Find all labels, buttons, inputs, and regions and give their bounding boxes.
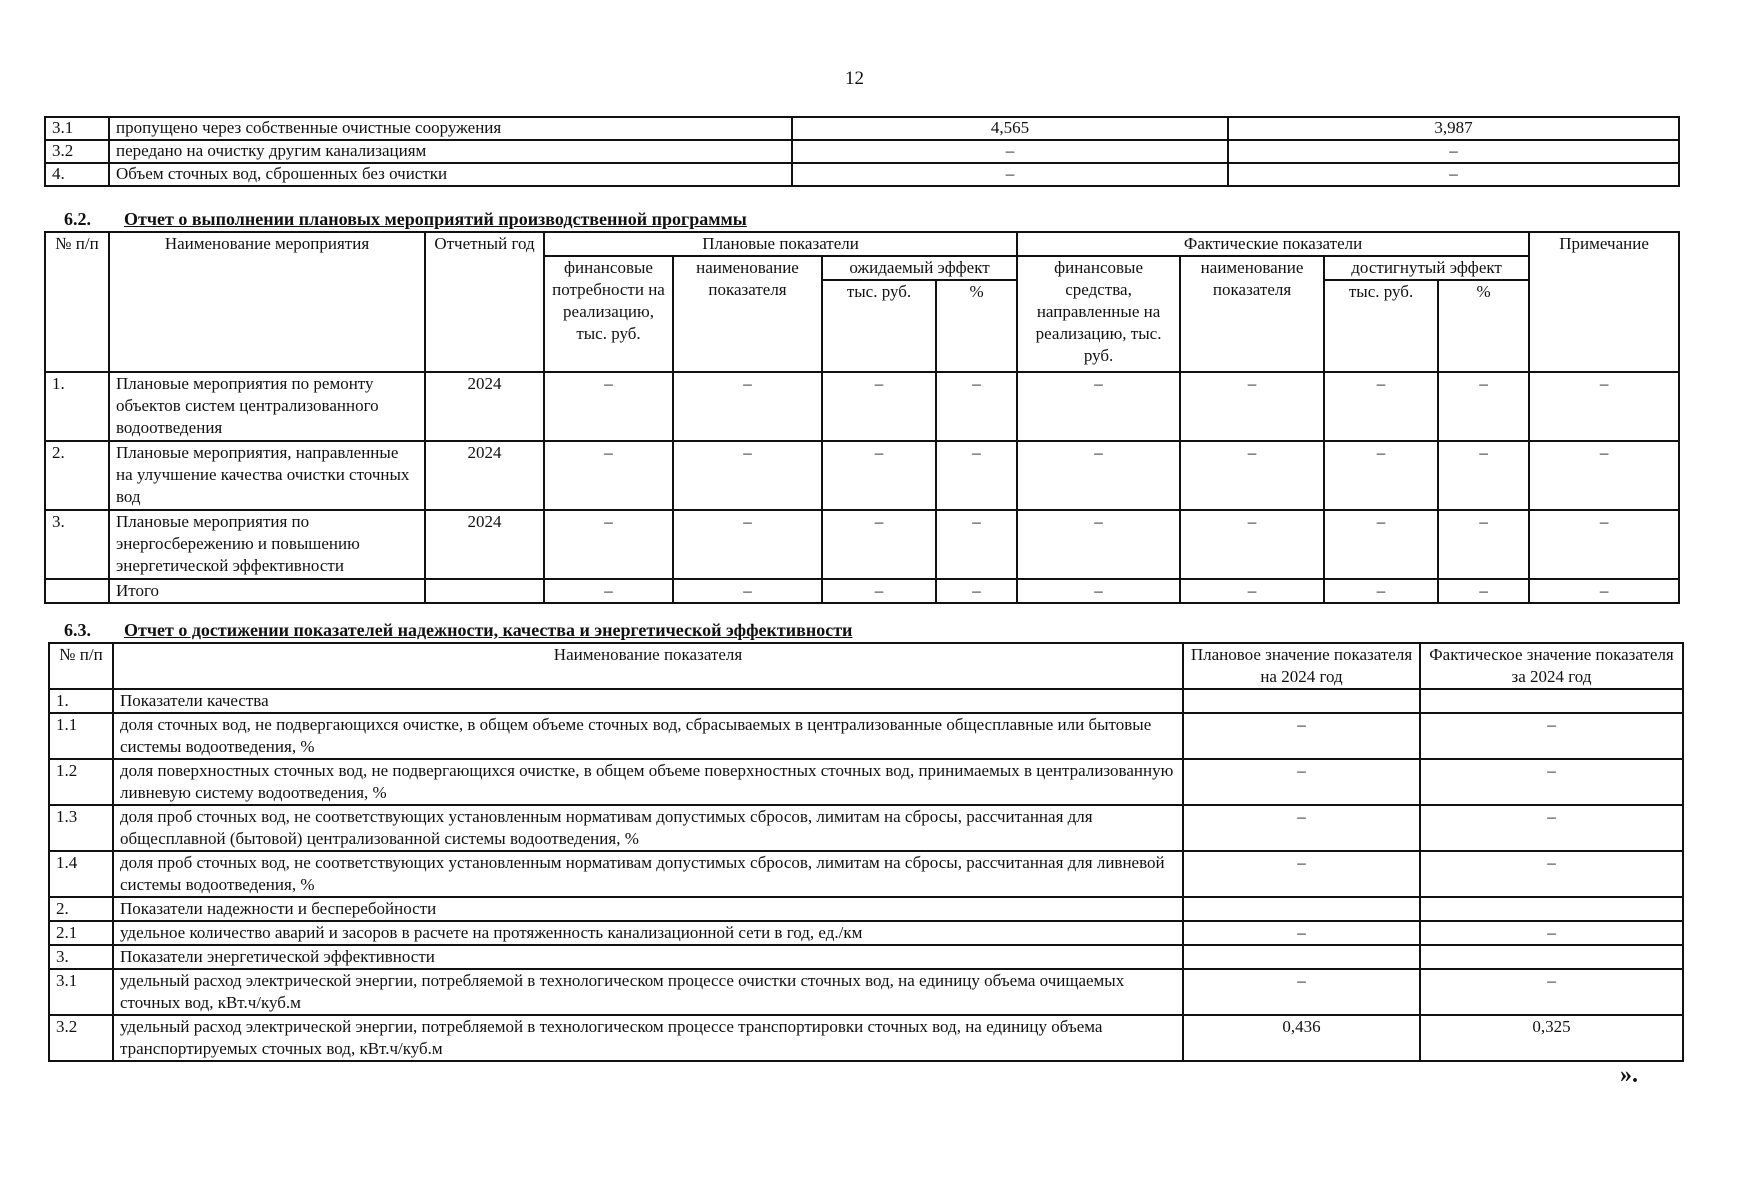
cell-value: – [1180, 510, 1324, 579]
cell-value: – [1324, 510, 1438, 579]
cell-value: – [1324, 441, 1438, 510]
table-row [45, 510, 1679, 579]
row-fact: – [1420, 805, 1683, 851]
top-table [44, 116, 1680, 187]
cell-value: – [1438, 510, 1529, 579]
header-act-indicator: наименование показателя [1180, 256, 1324, 372]
section-heading: Отчет о выполнении плановых мероприятий производственной программы [124, 209, 747, 229]
row-num: 3. [49, 945, 113, 969]
row-name: передано на очистку другим канализациям [109, 140, 792, 163]
row-plan [1183, 689, 1420, 713]
header-actual: Фактические показатели [1017, 232, 1529, 256]
cell-value: – [544, 441, 673, 510]
row-name: пропущено через собственные очистные сооружения [109, 117, 792, 140]
row-name: доля поверхностных сточных вод, не подвергающихся очистке, в общем объеме поверхностных сточных вод, принимаемых в централизованную ливневую систему водоотведения, % [113, 759, 1183, 805]
row-num: 1.1 [49, 713, 113, 759]
row-plan: – [1183, 969, 1420, 1015]
total-value: – [1180, 579, 1324, 603]
table-row [49, 805, 1683, 851]
cell-value: – [1180, 441, 1324, 510]
cell-value: – [673, 372, 822, 441]
row-value-2: – [1228, 140, 1679, 163]
header-name: Наименование мероприятия [109, 232, 425, 372]
cell-value: – [936, 441, 1017, 510]
total-value: – [1529, 579, 1679, 603]
section-number: 6.2. [64, 209, 91, 229]
row-num: 1.2 [49, 759, 113, 805]
total-value: – [1017, 579, 1180, 603]
cell-value: – [822, 372, 936, 441]
row-plan: – [1183, 759, 1420, 805]
row-num: 1. [49, 689, 113, 713]
page-number: 12 [845, 68, 864, 89]
total-value: – [1438, 579, 1529, 603]
row-num: 1.4 [49, 851, 113, 897]
row-name: доля сточных вод, не подвергающихся очистке, в общем объеме сточных вод, сбрасываемых в централизованные общесплавные или бытовые системы водоотведения, % [113, 713, 1183, 759]
table-row [45, 140, 1679, 163]
total-year [425, 579, 544, 603]
table-row [49, 897, 1683, 921]
row-fact [1420, 897, 1683, 921]
header-act-rub: тыс. руб. [1324, 280, 1438, 372]
total-row [45, 579, 1679, 603]
header-act-pct: % [1438, 280, 1529, 372]
header-note: Примечание [1529, 232, 1679, 372]
row-num: 2. [45, 441, 109, 510]
cell-value: – [1017, 510, 1180, 579]
header-name: Наименование показателя [113, 643, 1183, 689]
row-value-1: – [792, 163, 1228, 186]
row-value-1: – [792, 140, 1228, 163]
row-plan: – [1183, 921, 1420, 945]
total-value: – [936, 579, 1017, 603]
row-plan [1183, 897, 1420, 921]
header-plan-indicator: наименование показателя [673, 256, 822, 372]
cell-value: – [822, 441, 936, 510]
row-name: доля проб сточных вод, не соответствующих установленным нормативам допустимых сбросов, лимитам на сбросы, рассчитанная для общесплавной (бытовой) централизованной системы водоотведения, % [113, 805, 1183, 851]
row-plan [1183, 945, 1420, 969]
total-value: – [544, 579, 673, 603]
row-name: Показатели надежности и бесперебойности [113, 897, 1183, 921]
table-row [49, 689, 1683, 713]
header-plan: Плановое значение показателя на 2024 год [1183, 643, 1420, 689]
cell-value: – [1529, 372, 1679, 441]
row-year: 2024 [425, 510, 544, 579]
row-fact: – [1420, 713, 1683, 759]
row-num: 1. [45, 372, 109, 441]
row-fact: – [1420, 969, 1683, 1015]
row-name: Объем сточных вод, сброшенных без очистки [109, 163, 792, 186]
header-plan-rub: тыс. руб. [822, 280, 936, 372]
indicators-table [48, 642, 1684, 1062]
row-num: 2. [49, 897, 113, 921]
header-num: № п/п [49, 643, 113, 689]
row-plan: 0,436 [1183, 1015, 1420, 1061]
table-row [49, 759, 1683, 805]
header-year: Отчетный год [425, 232, 544, 372]
table-row [49, 921, 1683, 945]
table-row [45, 117, 1679, 140]
total-value: – [1324, 579, 1438, 603]
row-name: удельный расход электрической энергии, потребляемой в технологическом процессе транспортировки сточных вод, на единицу объема транспортируемых сточных вод, кВт.ч/куб.м [113, 1015, 1183, 1061]
cell-value: – [1529, 441, 1679, 510]
table-row [45, 163, 1679, 186]
row-num: 2.1 [49, 921, 113, 945]
row-name: Показатели энергетической эффективности [113, 945, 1183, 969]
cell-value: – [1438, 441, 1529, 510]
table-row [49, 851, 1683, 897]
row-plan: – [1183, 713, 1420, 759]
row-plan: – [1183, 851, 1420, 897]
row-num: 1.3 [49, 805, 113, 851]
header-plan-pct: % [936, 280, 1017, 372]
cell-value: – [822, 510, 936, 579]
row-num: 3.2 [49, 1015, 113, 1061]
section-heading: Отчет о достижении показателей надежности, качества и энергетической эффективности [124, 620, 853, 640]
row-fact: – [1420, 759, 1683, 805]
section-number: 6.3. [64, 620, 91, 640]
cell-value: – [936, 372, 1017, 441]
cell-value: – [1017, 372, 1180, 441]
table-row [49, 969, 1683, 1015]
row-year: 2024 [425, 441, 544, 510]
row-name: удельное количество аварий и засоров в расчете на протяженность канализационной сети в год, ед./км [113, 921, 1183, 945]
cell-value: – [1438, 372, 1529, 441]
table-row [49, 1015, 1683, 1061]
header-row [49, 643, 1683, 689]
closing-quote: ». [1620, 1062, 1638, 1088]
table-row [49, 713, 1683, 759]
cell-value: – [1017, 441, 1180, 510]
table-row [49, 945, 1683, 969]
row-name: Плановые мероприятия, направленные на улучшение качества очистки сточных вод [109, 441, 425, 510]
row-fact [1420, 689, 1683, 713]
section-63-title [64, 620, 852, 641]
row-fact [1420, 945, 1683, 969]
total-num [45, 579, 109, 603]
row-fact: 0,325 [1420, 1015, 1683, 1061]
row-num: 3.1 [49, 969, 113, 1015]
row-value-1: 4,565 [792, 117, 1228, 140]
row-num: 3. [45, 510, 109, 579]
header-act-effect: достигнутый эффект [1324, 256, 1529, 280]
cell-value: – [673, 441, 822, 510]
row-plan: – [1183, 805, 1420, 851]
row-num: 3.1 [45, 117, 109, 140]
row-name: Плановые мероприятия по энергосбережению и повышению энергетической эффективности [109, 510, 425, 579]
header-act-fin: финансовые средства, направленные на реализацию, тыс. руб. [1017, 256, 1180, 372]
header-plan-fin: финансовые потребности на реализацию, тыс. руб. [544, 256, 673, 372]
total-value: – [673, 579, 822, 603]
cell-value: – [544, 372, 673, 441]
cell-value: – [1324, 372, 1438, 441]
table-row [45, 372, 1679, 441]
row-year: 2024 [425, 372, 544, 441]
cell-value: – [673, 510, 822, 579]
row-name: доля проб сточных вод, не соответствующих установленным нормативам допустимых сбросов, лимитам на сбросы, рассчитанная для ливневой системы водоотведения, % [113, 851, 1183, 897]
row-num: 3.2 [45, 140, 109, 163]
row-name: удельный расход электрической энергии, потребляемой в технологическом процессе очистки сточных вод, на единицу объема очищаемых сточных вод, кВт.ч/куб.м [113, 969, 1183, 1015]
cell-value: – [1529, 510, 1679, 579]
header-num: № п/п [45, 232, 109, 372]
cell-value: – [936, 510, 1017, 579]
row-num: 4. [45, 163, 109, 186]
header-fact: Фактическое значение показателя за 2024 год [1420, 643, 1683, 689]
activities-table [44, 231, 1680, 604]
row-name: Плановые мероприятия по ремонту объектов систем централизованного водоотведения [109, 372, 425, 441]
header-planned: Плановые показатели [544, 232, 1017, 256]
row-fact: – [1420, 921, 1683, 945]
total-label: Итого [109, 579, 425, 603]
cell-value: – [1180, 372, 1324, 441]
row-name: Показатели качества [113, 689, 1183, 713]
row-value-2: 3,987 [1228, 117, 1679, 140]
table-row [45, 441, 1679, 510]
section-62-title [64, 209, 747, 230]
row-value-2: – [1228, 163, 1679, 186]
row-fact: – [1420, 851, 1683, 897]
cell-value: – [544, 510, 673, 579]
total-value: – [822, 579, 936, 603]
header-plan-effect: ожидаемый эффект [822, 256, 1017, 280]
header-row [45, 232, 1679, 256]
